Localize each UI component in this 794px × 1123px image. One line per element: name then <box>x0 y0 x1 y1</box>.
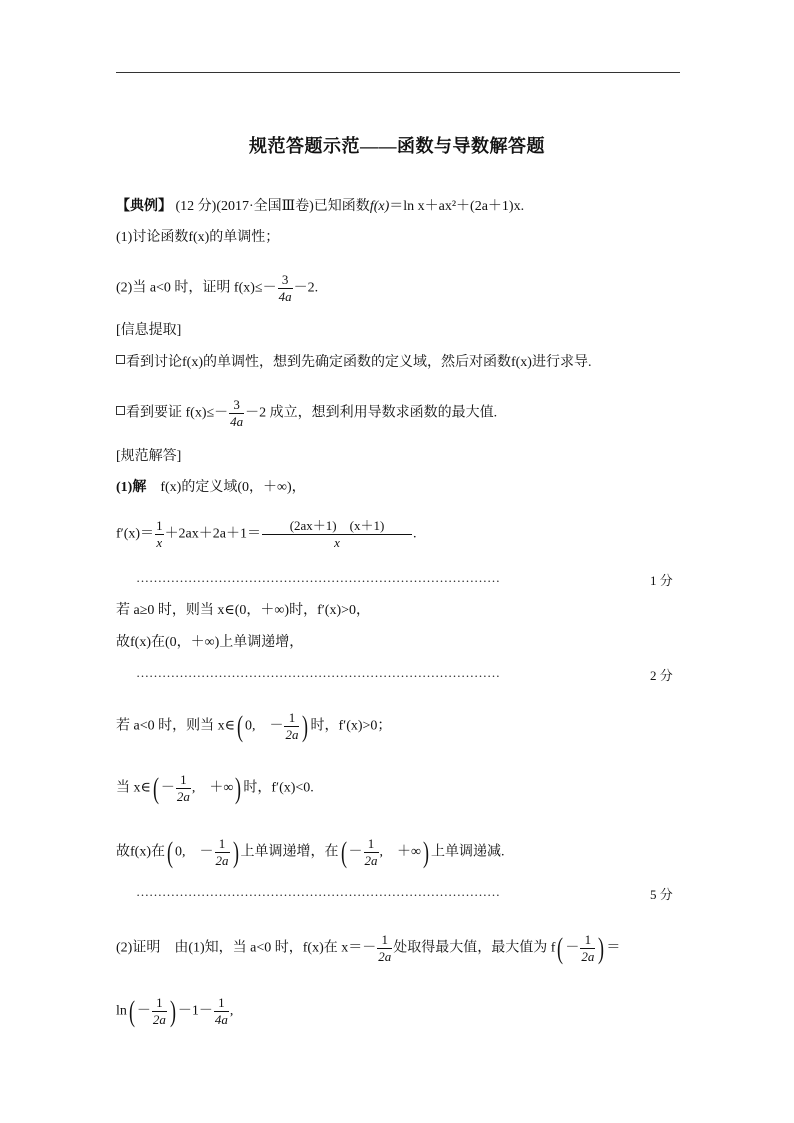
fraction: $\frac{(2ax+1) (x+1)}{x}$ <box>262 518 412 551</box>
fraction: $\frac{1}{2a}$ <box>215 836 229 868</box>
solution-heading: [规范解答] <box>116 449 182 464</box>
proof-line: (2)证明 由(1)知，当 a<0 时，f(x)在 x＝－ $\frac{1}{2a}$ 处取得最大值，最大值为 f( － $\frac{1}{2a}$ ) ＝ <box>116 931 621 965</box>
page-title: 规范答题示范——函数与导数解答题 <box>249 136 545 156</box>
fraction: $\frac{1}{4a}$ <box>214 995 228 1027</box>
info-heading: [信息提取] <box>116 323 182 338</box>
fraction: $\frac{3}{4a}$ <box>278 272 292 304</box>
fraction: $\frac{1}{2a}$ <box>285 710 299 742</box>
solution-step-1: (1)解 f(x)的定义域(0，＋∞)， <box>116 480 306 495</box>
case-line-5: 故f(x)在( 0, － $\frac{1}{2a}$ ) 上单调递增，在( － $\frac{1}{2a}$ , ＋∞) 上单调递减. <box>116 835 505 869</box>
question-2 <box>116 272 318 305</box>
fraction: $\frac{3}{4a}$ <box>230 397 244 429</box>
fraction: $\frac{1}{2a}$ <box>581 932 595 964</box>
score-mark: 1 分 <box>650 573 673 588</box>
example-meta: (12 分)(2017·全国Ⅲ卷)已知函数 <box>175 199 370 214</box>
example-def: ＝ln x＋ax²＋(2a＋1)x. <box>389 199 525 214</box>
header-rule <box>116 72 680 73</box>
fraction: $\frac{1}{2a}$ <box>364 836 378 868</box>
case-line-3: 若 a<0 时，则当 x∈( 0, － $\frac{1}{2a}$ ) 时，f′(x)>0； <box>116 709 392 743</box>
proof-result-line: ln( － $\frac{1}{2a}$ ) －1－ $\frac{1}{4a}$ , <box>116 994 234 1028</box>
checkbox-icon <box>116 406 125 415</box>
question-2-text: (2)当 a<0 时，证明 f(x)≤－ <box>116 280 277 296</box>
derivative-line: f′(x)＝ $\frac{1}{x}$ ＋2ax＋2a＋1＝ $\frac{(2ax+1) (x+1)}{x}$ . <box>116 518 417 550</box>
fraction: $\frac{1}{x}$ <box>156 518 163 550</box>
dot-leader: ………………………………………………………………………… <box>136 570 500 585</box>
dot-leader: ………………………………………………………………………… <box>136 665 500 680</box>
example-fx: f(x) <box>369 199 390 214</box>
example-line <box>116 197 524 217</box>
case-line-4: 当 x∈( － $\frac{1}{2a}$ , ＋∞) 时，f′(x)<0. <box>116 771 314 805</box>
question-1: (1)讨论函数f(x)的单调性； <box>116 230 280 245</box>
info-item-1: 看到讨论f(x)的单调性，想到先确定函数的定义域，然后对函数f(x)进行求导. <box>116 353 591 373</box>
dot-leader: ………………………………………………………………………… <box>136 884 500 899</box>
info-item-2: 看到要证 f(x)≤－ $\frac{3}{4a}$ －2 成立，想到利用导数求函数的最大值. <box>116 397 497 430</box>
fraction: $\frac{1}{2a}$ <box>176 772 190 804</box>
checkbox-icon <box>116 355 125 364</box>
question-2-tail: －2. <box>293 280 319 296</box>
case-line-1: 若 a≥0 时，则当 x∈(0，＋∞)时，f′(x)>0， <box>116 603 371 618</box>
score-mark: 5 分 <box>650 887 673 902</box>
fraction: $\frac{1}{2a}$ <box>378 932 392 964</box>
score-mark: 2 分 <box>650 668 673 683</box>
fraction: $\frac{1}{2a}$ <box>152 995 166 1027</box>
case-line-2: 故f(x)在(0，＋∞)上单调递增， <box>116 635 304 650</box>
example-label: 【典例】 <box>116 199 172 214</box>
